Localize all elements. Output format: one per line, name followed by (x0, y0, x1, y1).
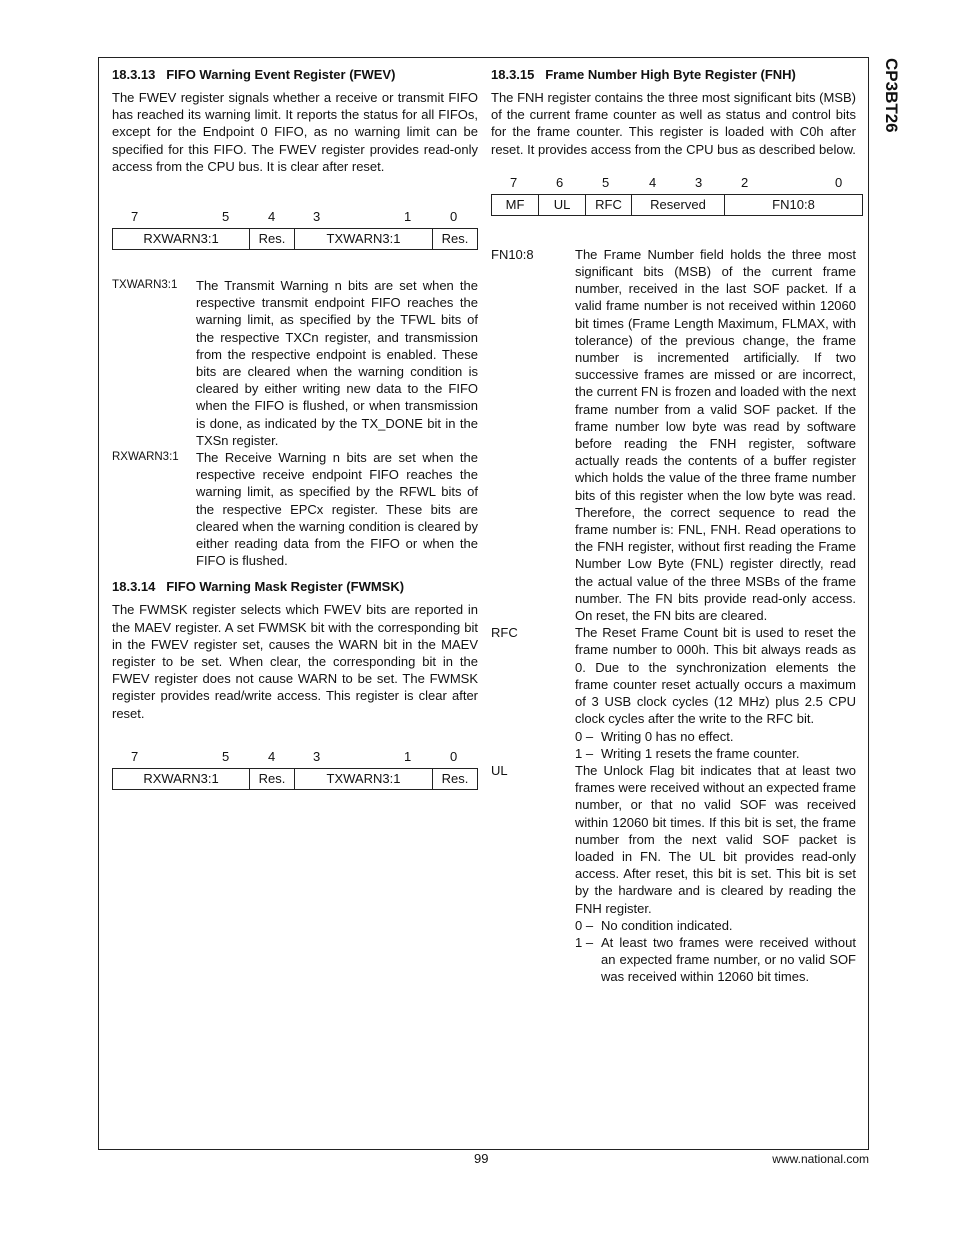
bit-number: 3 (313, 209, 321, 225)
option-text: Writing 0 has no effect. (601, 728, 734, 744)
bit-numbers (491, 174, 863, 194)
page-number: 99 (474, 1151, 489, 1166)
definition-item (491, 624, 856, 762)
section-heading-fwmsk: 18.3.14 FIFO Warning Mask Register (FWMSK) (112, 579, 405, 595)
footer-url: www.national.com (772, 1152, 869, 1166)
register-field: RXWARN3:1 (113, 768, 250, 789)
register-field: Res. (433, 229, 478, 250)
bit-number: 5 (222, 209, 230, 225)
fwmsk-register-diagram (112, 748, 478, 790)
option-key: 1 – (575, 745, 594, 761)
definition-text: The Receive Warning n bits are set when the respective receive endpoint FIFO reaches the warning limit, as specified by the RFWL bits of the respective EPCx register. These bits are cleared when the warning condition is cleared by either reading data from the FIFO or when the FIFO is flushed. (196, 450, 478, 569)
register-field: MF (492, 194, 539, 215)
definition-item (491, 246, 856, 624)
register-table (112, 228, 478, 250)
bit-number: 0 (835, 174, 843, 190)
definition-term: RFC (491, 625, 518, 641)
side-title (873, 58, 903, 158)
definition-item (491, 762, 856, 986)
bit-number: 1 (404, 748, 412, 764)
left-column (112, 66, 478, 790)
bit-number: 4 (268, 748, 276, 764)
option-text: Writing 1 resets the frame counter. (601, 745, 800, 761)
definition-body (575, 624, 856, 762)
register-field: Res. (250, 768, 295, 789)
definition-item (112, 449, 478, 569)
register-field: RXWARN3:1 (113, 229, 250, 250)
bit-number: 0 (450, 748, 458, 764)
bit-number: 0 (450, 209, 458, 225)
definition-term: FN10:8 (491, 246, 534, 262)
definition-term: TXWARN3:1 (112, 279, 178, 292)
fwev-description: The FWEV register signals whether a receive or transmit FIFO has reached its warning limit. It reports the status for all FIFOs, except for the Endpoint 0 FIFO, as no warning limit can be specified for this FIFO. The FWEV register provides read-only access from the CPU bus. It is clear after reset. (112, 90, 478, 174)
fwev-bit-definitions (112, 277, 478, 569)
definition-item (112, 277, 478, 449)
option-text: No condition indicated. (601, 917, 733, 933)
fwev-register-diagram (112, 208, 478, 250)
bit-number: 4 (268, 209, 276, 225)
option-key: 0 – (575, 917, 594, 933)
register-field: Res. (433, 768, 478, 789)
bit-number: 7 (131, 209, 139, 225)
section-heading-fnh: 18.3.15 Frame Number High Byte Register (FNH) (491, 67, 796, 82)
definition-text: The Unlock Flag bit indicates that at least two frames were received without an expected frame number, or that no valid SOF was received within 12060 bit times. If this bit is set, the frame number from the next valid SOF packet is loaded in FN. The UL bit provides read-only access. After reset, this bit is set. This bit is set by the hardware and is cleared by reading the FNH register. (575, 762, 856, 916)
bit-number: 3 (313, 748, 321, 764)
fnh-description: The FNH register contains the three most significant bits (MSB) of the current frame counter as well as status and control bits for the frame counter. This register is loaded with C0h after reset. It provides access from the CPU bus as described below. (491, 90, 856, 157)
register-field: FN10:8 (725, 194, 863, 215)
register-table (112, 768, 478, 790)
fnh-bit-definitions (491, 246, 856, 986)
definition-term: UL (491, 762, 508, 778)
register-field: UL (539, 194, 586, 215)
bit-number: 7 (510, 174, 518, 190)
bit-number: 3 (695, 174, 703, 190)
bit-number: 4 (649, 174, 657, 190)
option-item (575, 917, 856, 934)
register-field: TXWARN3:1 (295, 229, 433, 250)
bit-number: 5 (602, 174, 610, 190)
side-title-text: CP3BT26 (882, 58, 901, 133)
definition-body (575, 762, 856, 986)
fnh-register-diagram (491, 174, 863, 216)
definition-term: RXWARN3:1 (112, 451, 179, 464)
definition-text: The Reset Frame Count bit is used to reset the frame number to 000h. This bit always reads as 0. Due to the synchronization elements the frame counter reset actually occurs a maximum of 3 USB clock cycles (12 MHz) plus 2.5 CPU clock cycles after the write to the RFC bit. (575, 625, 856, 727)
option-item (575, 728, 856, 745)
definition-text: The Frame Number field holds the three most significant bits (MSB) of the current frame number, received in the last SOF packet. If a valid frame number is not received within 12060 bit times (Frame Length Maximum, FLMAX, with tolerance) of the previous change, the frame number is incremented artificially. If two successive frames are missed or are incorrect, the current FN is frozen and loaded with the next frame number from a valid SOF packet. If the frame number low byte was read by software before reading the FNH register, software actually reads the contents of a buffer register which holds the value of the three frame number bits of this register when the low byte was read. Therefore, the correct sequence to read the frame number is: FNL, FNH. Read operations to the FNH register, without first reading the Frame Number Low Byte (FNL) register directly, read the actual value of the three MSBs of the frame number. The FN bits provide read-only access. On reset, the FN bits are cleared. (575, 246, 856, 624)
register-field: Res. (250, 229, 295, 250)
bit-numbers (112, 208, 478, 228)
register-field: RFC (586, 194, 632, 215)
option-item (575, 934, 856, 986)
register-field: Reserved (632, 194, 725, 215)
register-field: TXWARN3:1 (295, 768, 433, 789)
register-table (491, 194, 863, 216)
fwmsk-description: The FWMSK register selects which FWEV bits are reported in the MAEV register. A set FWMSK bit with the corresponding bit in the FWEV register set, causes the WARN bit in the MAEV register to be set. When clear, the corresponding bit in the FWEV register does not cause WARN to be set. The FWMSK register provides read/write access. This register is clear after reset. (112, 602, 478, 721)
definition-text: The Transmit Warning n bits are set when the respective transmit endpoint FIFO reaches the warning limit, as specified by the TFWL bits of the respective TXCn register, and transmission from the respective endpoint is enabled. These bits are cleared when the warning condition is cleared by either writing new data to the FIFO when the FIFO is flushed, or when transmission is done, as indicated by the TX_DONE bit in the TXSn register. (196, 278, 478, 448)
bit-number: 7 (131, 748, 139, 764)
bit-number: 6 (556, 174, 564, 190)
section-heading-fwev: 18.3.13 FIFO Warning Event Register (FWEV) (112, 67, 396, 82)
bit-number: 2 (741, 174, 749, 190)
option-key: 1 – (575, 934, 594, 950)
bit-number: 1 (404, 209, 412, 225)
right-column (491, 66, 856, 986)
option-key: 0 – (575, 728, 594, 744)
bit-number: 5 (222, 748, 230, 764)
option-item (575, 745, 856, 762)
option-text: At least two frames were received without an expected frame number, or no valid SOF was received within 12060 bit times. (601, 934, 856, 985)
bit-numbers (112, 748, 478, 768)
